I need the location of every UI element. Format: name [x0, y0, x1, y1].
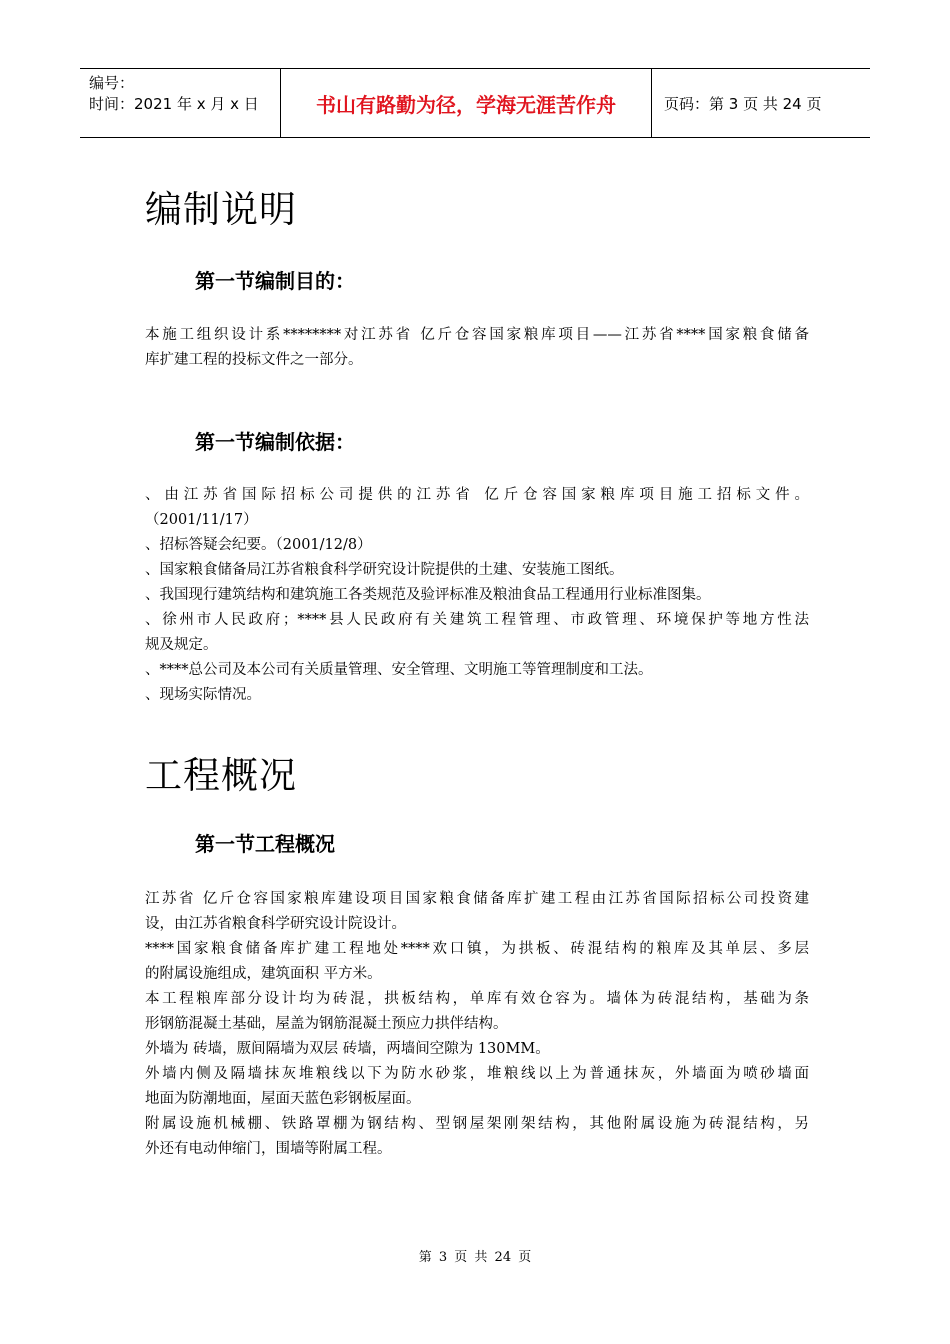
basis-list	[145, 483, 809, 708]
header-page-number: 页码：第 3 页 共 24 页	[664, 94, 822, 113]
purpose-paragraph	[145, 323, 809, 373]
paragraph-line: 外还有电动伸缩门，围墙等附属工程。	[145, 1141, 392, 1157]
paragraph-line: 设，由江苏省粮食科学研究设计院设计。	[145, 916, 406, 932]
list-item: 、国家粮食储备局江苏省粮食科学研究设计院提供的土建、安装施工图纸。	[145, 562, 624, 578]
paragraph-line: 外墙为 砖墙，厫间隔墙为双层 砖墙，两墙间空隙为 130MM。	[145, 1041, 550, 1057]
list-item: （2001/11/17）	[145, 512, 258, 528]
paragraph-line: 地面为防潮地面，屋面天蓝色彩钢板屋面。	[145, 1091, 421, 1107]
subsection-title-purpose: 第一节编制目的：	[195, 269, 355, 293]
document-date: 时间：2021 年 x 月 x 日	[89, 95, 259, 113]
subsection-title-overview: 第一节工程概况	[195, 832, 335, 856]
list-item: 、现场实际情况。	[145, 687, 261, 703]
document-number: 编号：	[89, 74, 135, 92]
document-body	[145, 180, 809, 1162]
list-item: 、****总公司及本公司有关质量管理、安全管理、文明施工等管理制度和工法。	[145, 662, 653, 678]
list-item: 、招标答疑会纪要。（2001/12/8）	[145, 537, 372, 553]
list-item: 、由江苏省国际招标公司提供的江苏省 亿斤仓容国家粮库项目施工招标文件。	[145, 487, 809, 503]
paragraph-line: 本施工组织设计系********对江苏省 亿斤仓容国家粮库项目——江苏省****国家粮食储备	[145, 327, 809, 343]
paragraph-line: 江苏省 亿斤仓容国家粮库建设项目国家粮食储备库扩建工程由江苏省国际招标公司投资建	[145, 891, 809, 907]
paragraph-line: 本工程粮库部分设计均为砖混，拱板结构，单库有效仓容为。墙体为砖混结构，基础为条	[145, 991, 809, 1007]
section-title-overview: 工程概况	[145, 754, 297, 797]
list-item: 、徐州市人民政府；****县人民政府有关建筑工程管理、市政管理、环境保护等地方性法	[145, 612, 809, 628]
overview-paragraph	[145, 887, 809, 1162]
paragraph-line: 库扩建工程的投标文件之一部分。	[145, 352, 363, 368]
paragraph-line: 外墙内侧及隔墙抹灰堆粮线以下为防水砂浆，堆粮线以上为普通抹灰，外墙面为喷砂墙面	[145, 1066, 809, 1082]
page-footer: 第 3 页 共 24 页	[418, 1250, 532, 1265]
header-meta	[80, 69, 280, 137]
paragraph-line: ****国家粮食储备库扩建工程地处****欢口镇，为拱板、砖混结构的粮库及其单层、多层	[145, 941, 809, 957]
subsection-title-basis: 第一节编制依据：	[195, 430, 355, 454]
section-title-compilation: 编制说明	[145, 188, 297, 231]
paragraph-line: 附属设施机械棚、铁路罩棚为钢结构、型钢屋架刚架结构，其他附属设施为砖混结构，另	[145, 1116, 809, 1132]
list-item: 、我国现行建筑结构和建筑施工各类规范及验评标准及粮油食品工程通用行业标准图集。	[145, 587, 711, 603]
page-header	[80, 68, 870, 138]
paragraph-line: 形钢筋混凝土基础，屋盖为钢筋混凝土预应力拱伴结构。	[145, 1016, 508, 1032]
list-item: 规及规定。	[145, 637, 218, 653]
header-motto: 书山有路勤为径，学海无涯苦作舟	[280, 69, 652, 137]
paragraph-line: 的附属设施组成，建筑面积 平方米。	[145, 966, 382, 982]
